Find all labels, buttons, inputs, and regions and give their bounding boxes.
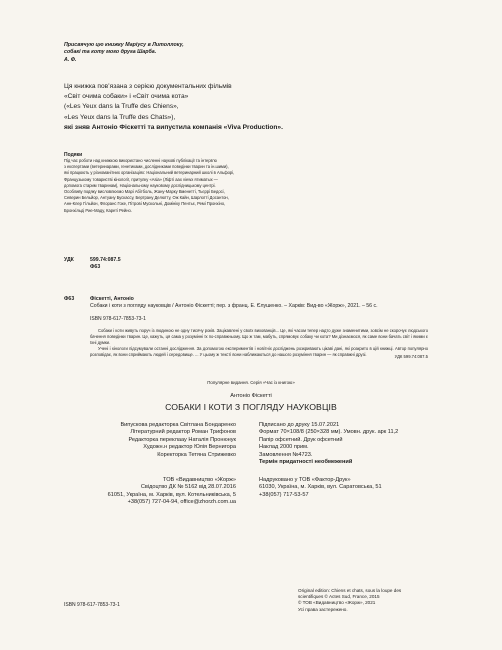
popular-edition-label: Популярне видання. Серія «Час із книгою» (207, 380, 295, 385)
credit-line: Художн.н редактор Юлія Вернигора (143, 444, 236, 451)
publisher-line: ТОВ «Видавництво «Жорж» (163, 477, 236, 483)
thanks-line: допомога старим тваринам), Національному науковому дослідницькому центрі. (64, 182, 216, 188)
catalog-isbn: ISBN 978-617-7853-73-1 (90, 316, 146, 322)
series-line: Ця книжка пов’язана з серією документальних фільмів (64, 83, 232, 90)
dedication-signature: А. Ф. (64, 56, 77, 63)
thanks-line: які працюють у різноманітних організаціях: Національний ветеринарний школі в Альфорі, (64, 170, 235, 176)
thanks-line: з експертами (ветеринарами, генетиками, дослідниками поведінки тварин та ін.шими), (64, 164, 229, 170)
publisher-line: Свідоцтво ДК № 5162 від 28.07.2016 (140, 484, 236, 491)
publisher-info (40, 477, 236, 507)
thanks-text (64, 158, 324, 214)
thanks-line: Французькому товаристві кінології, притулку «Asia» (Ліфті ааx viewx ятиматыx — (64, 176, 218, 182)
editorial-credits (40, 422, 236, 459)
udk-label: УДК (64, 257, 74, 263)
series-producer-line: які зняв Антоніо Фіскетті та випустила компанія «Viva Production». (64, 123, 283, 131)
catalog-entry (64, 296, 440, 310)
catalog-author: Фіскетті, Антоніо (90, 296, 134, 302)
thanks-line: Особливу подяку висловлюємо Марі Абітболь, Жану-Марку Вменетті, Тьєррі Бедосі, (64, 189, 225, 195)
print-line: Замовлення №4723. (259, 451, 313, 458)
copyright-line: Original edition: Chiens et chats, sous la loupe des (298, 588, 402, 593)
annotation-paragraph: Собаки і коти живуть поруч із людиною не одну тисячу років. Зацікавлені у своїх вихованців... Це, які часом тепер надто дуже знаменитими, зовсім не скорочує людського бачення поведінки тварин. Це, кажуть, ця сама у розумінні їх по-справжньому. Що ж там, мабуть, спрямовує собаку чи кота? Ми дізнаємося, як саме вони бачать світ і якими є їхні думки. (90, 328, 428, 345)
thanks-line: Під час роботи над книжкою використано численні наукові публікації та інтерв’ю (64, 158, 217, 163)
print-line: Наклад 2000 прим. (259, 444, 309, 451)
series-line: «Les Yeux dans la Truffe des Chats»), (64, 113, 176, 121)
annotation-paragraph: Учені і кінологи підсумували останні дослідження. За допомогою експериментів і новітніх досліджень розкривають цікаві дані, які розкрито в цій книжці. Автор популярно розповідає, як вони сприймають людей і середовище. ... У цьому ж тексті вони наближаються до нашого розуміння тварин — як справжні друзі. (90, 346, 428, 357)
copyright-line: scientifiques © Actes Sud, France, 2015 (298, 594, 380, 600)
dedication-line: Присвячую цю книжку Маріусу в Литоллоку, (64, 42, 184, 48)
print-details (259, 422, 459, 466)
dedication-line: собакі та коту мого друга Шарба. (64, 49, 157, 56)
shelf-life-line: Термін придатності необмежений (259, 459, 353, 466)
credit-line: Коректорка Тетяна Стрижевко (157, 451, 236, 458)
udk-value: 599.74:087.5 (90, 257, 121, 263)
print-line: Підписано до друку 15.07.2021 (259, 422, 340, 428)
book-title: СОБАКИ І КОТИ З ПОГЛЯДУ НАУКОВЦІВ (165, 402, 337, 412)
catalog-description: Собаки і коти з погляду науковців / Антоніо Фіскетті; пер. з франц. Е. Єлушенко. – Харків: Вид-во «Жорж», 2021. – 56 с. (90, 302, 378, 309)
thanks-title: Подяки (64, 152, 83, 158)
publisher-line: 61051, Україна, м. Харків, вул. Котельниківська, 5 (107, 491, 236, 498)
copyright-line: © ТОВ «Видавництво «Жорж», 2021 (298, 600, 376, 606)
credit-line: Випускова редакторка Світлана Бондаренко (120, 422, 236, 428)
credit-line: Літературний редактор Роман Трифонов (130, 429, 236, 436)
imprint-author: Антоніо Фіскетті (230, 393, 272, 399)
classification-codes (64, 257, 121, 271)
thanks-line: Анн-Клер Гільйон, Флоранс Гохе, Пітрові Мускольні, Домініку Пентьє, Ремі Пронхіно, (64, 201, 226, 207)
copyright-line: Усі права застережено. (298, 606, 348, 612)
thanks-line: Бронхільді Рие-Маду, Кареті Рейно. (64, 207, 132, 213)
print-line: Папір офсетний. Друк офсетний (259, 436, 343, 443)
publisher-line: +38(057) 727-04-94, office@zhorzh.com.ua (127, 499, 236, 506)
copyright-block (298, 588, 478, 613)
printer-line: Надруковано у ТОВ «Фактор-Друк» (259, 477, 351, 483)
print-line: Формат 70×108/8 (250×328 мм). Умовн. друк. арк 11,2 (259, 429, 399, 436)
series-line: («Les Yeux dans la Truffe des Chiens», (64, 103, 179, 111)
printer-line: +38(057) 717-53-57 (259, 491, 309, 498)
series-info (64, 82, 364, 133)
thanks-line: Северин Бельйор, Антуану Бускассу, Бертрану Делютту, Ож Кайн, Шарлотті Досантон, (64, 195, 229, 201)
dedication (64, 42, 264, 64)
catalog-code: Ф63 (64, 296, 75, 302)
series-line: «Світ очима собаки» і «Світ очима кота» (64, 93, 189, 101)
printer-line: 61030, Україна, м. Харків, вул. Саратовська, 51 (259, 484, 382, 491)
bbk-value: Ф63 (90, 264, 101, 270)
isbn-bottom: ISBN 978-617-7853-73-1 (64, 602, 120, 608)
printer-info (259, 477, 459, 499)
annotation-udk: УДК 599.74:087.5 (394, 354, 428, 359)
credit-line: Редакторка переклаау Наталія Пронюнук (128, 436, 236, 443)
